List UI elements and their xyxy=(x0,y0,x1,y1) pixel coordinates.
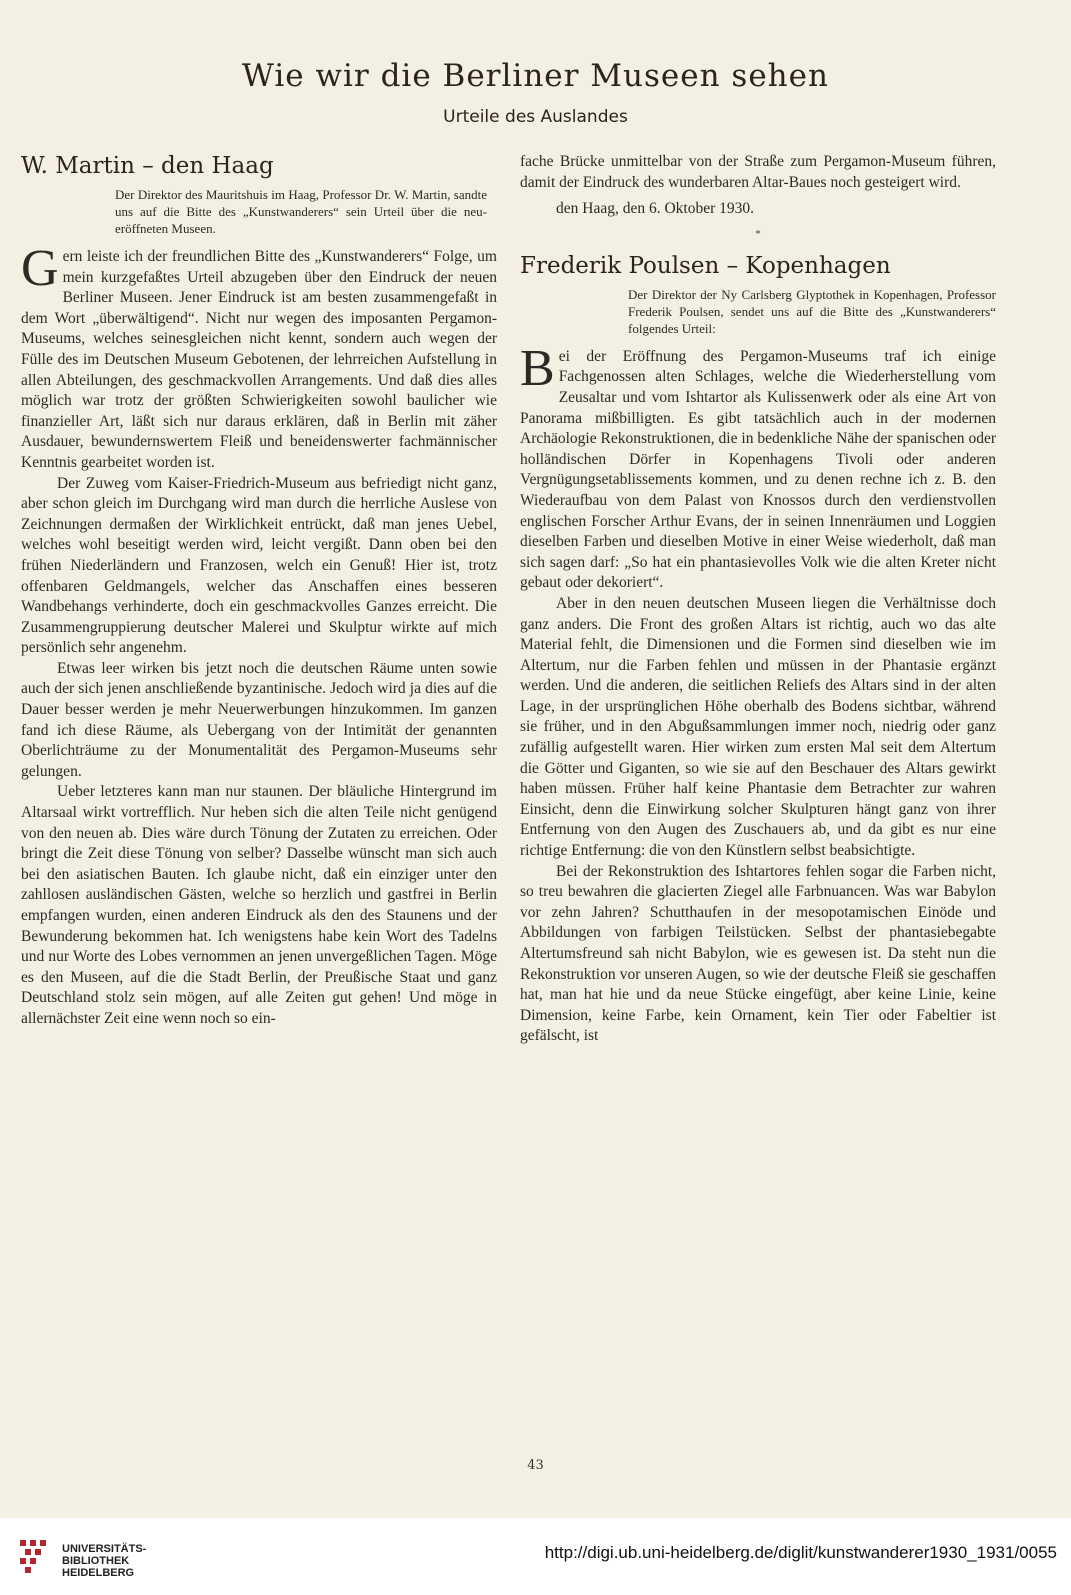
separator-star: * xyxy=(755,227,761,240)
source-url-link[interactable]: http://digi.ub.uni-heidelberg.de/diglit/kunstwanderer1930_1931/0055 xyxy=(544,1543,1057,1562)
continued-paragraph: fache Brücke unmittelbar von der Straße zum Pergamon-Museum führen, damit der Eindruck des wunderbaren Altar-Baues noch gesteigert wird. xyxy=(520,153,996,191)
dateline: den Haag, den 6. Oktober 1930. xyxy=(556,200,755,218)
university-library-logo-icon xyxy=(18,1538,58,1578)
left-column xyxy=(21,152,497,1030)
digitization-footer xyxy=(0,1518,1071,1595)
paragraph: Ueber letzteres kann man nur staunen. Der bläuliche Hintergrund im Altarsaal wirkt vortrefflich. Nur heben sich die alten Teile nicht genügend von den neuen ab. Dies wäre durch Tönung der Zutaten zu erreichen. Oder bringt die Zeit diese Tönung von selber? Dasselbe wünscht man sich auch bei den asiatischen Bauten. Ich glaube nicht, daß ein einziger unter den zahllosen ausländischen Gästen, welche so herzlich und gastfrei in Berlin empfangen wurden, einen anderen Eindruck als den des Staunens und der Bewunderung bekommen hat. Ich wenigstens habe kein Wort des Tadelns und nur Worte des Lobes vernommen an jenen unvergeßlichen Tagen. Möge es den Museen, auf die die Stadt Berlin, der Preußische Staat und ganz Deutschland stolz sein mögen, auf alle Zeiten gut gehen! Und möge in allernächster Zeit eine wenn noch so ein- xyxy=(21,783,497,1027)
section-intro-poulsen: Der Direktor der Ny Carlsberg Glyptothek in Kopenhagen, Professor Frederik Poulsen, sendet uns auf die Bitte des „Kunstwanderers“ folgendes Urteil: xyxy=(628,286,996,336)
section-heading-martin: W. Martin – den Haag xyxy=(21,153,274,179)
page-number: 43 xyxy=(527,1458,544,1473)
drop-cap: B xyxy=(520,339,555,397)
page-title: Wie wir die Berliner Museen sehen xyxy=(242,58,829,94)
drop-cap: G xyxy=(21,240,59,297)
section-intro-martin: Der Direktor des Mauritshuis im Haag, Professor Dr. W. Martin, sandte uns auf die Bitte des „Kunstwanderers“ sein Urteil über die neu-eröffneten Museen. xyxy=(115,187,487,236)
page-subtitle: Urteile des Auslandes xyxy=(443,107,628,127)
section-heading-poulsen: Frederik Poulsen – Kopenhagen xyxy=(520,252,891,279)
paragraph: Aber in den neuen deutschen Museen liegen die Verhältnisse doch ganz anders. Die Front des großen Altars ist richtig, auch wo das alte Material fehlt, die Dimensionen und die Formen sind dieselben wie im Altertum, nur die Farben fehlen und müssen in der Phantasie ergänzt werden. Und die anderen, die seitlichen Reliefs des Altars sind in der alten Lage, in der ursprünglichen Höhe oberhalb des Bodens sichtbar, während sie früher, und in den Abgußsammlungen immer noch, niedrig oder ganz zufällig aufgestellt waren. Hier wirken zum ersten Mal seit dem Altertum die Götter und Giganten, so wie sie auf den Beschauer des Altars gewirkt haben müssen. Früher half keine Phantasie dem Betrachter zur wahren Einsicht, denn die Einwirkung solcher Skulpturen hängt ganz von ihrer Entfernung von den Augen des Zuschauers ab, und da gibt es nur eine richtige Entfernung: die von den Künstlern selbst beabsichtigte. xyxy=(520,594,996,860)
institution-name: UNIVERSITÄTS- BIBLIOTHEK HEIDELBERG xyxy=(62,1543,147,1579)
paragraph: Bei der Rekonstruktion des Ishtartores fehlen sogar die Farben nicht, so treu bewahren die glacierten Ziegel alle Farbnuancen. Was war Babylon vor zehn Jahren? Schutthaufen in der mesopotamischen Einöde und Abbildungen von farbigen Teilstücken. Selbst der phantasiebegabte Altertumsfreund sah nicht Babylon, wie es gewesen ist. Da steht nun die Rekonstruktion vor unseren Augen, so wie der deutsche Fleiß sie geschaffen hat, man hat hie und da neue Stücke eingefügt, aber keine Linie, keine Dimension, keine Farbe, kein Ornament, kein Tier oder Fabeltier ist gefälscht, ist xyxy=(520,862,996,1045)
right-column xyxy=(520,152,996,1047)
paragraph: Bei der Eröffnung des Pergamon-Museums traf ich einige Fachgenossen alten Schlages, welche die Wiederherstellung vom Zeusaltar und vom Ishtartor als Kulissenwerk oder als eine Art von Panorama mißbilligten. Es gibt tatsächlich auch in der modernen Archäologie Rekonstruktionen, die in bedenkliche Nähe der spanischen oder holländischen Dörfer in Kopenhagens Tivoli oder anderen Vergnügungsetablissements kommen, und zu denen rechne ich z. B. den Wiederaufbau von dem Palast von Knossos durch den verdienstvollen englischen Forscher Arthur Evans, der in seinen Innenräumen und Loggien dieselben Farben und dieselben Motive in einer Weise wiederholt, daß man sich sagen darf: „So hat ein phantasievolles Volk wie die alten Kreter nicht gebaut oder dekoriert“. xyxy=(520,339,996,592)
paragraph: Etwas leer wirken bis jetzt noch die deutschen Räume unten sowie auch der sich jenen anschließende byzantinische. Jedoch wird ja dies auf die Dauer besser werden je mehr Neuerwerbungen hinzukommen. Im ganzen fand ich diese Räume, als Uebergang von der Intimität der genannten Oberlichträume zu der Monumentalität des Pergamon-Museums sehr gelungen. xyxy=(21,659,497,780)
paragraph: Der Zuweg vom Kaiser-Friedrich-Museum aus befriedigt nicht ganz, aber schon gleich im Durchgang wird man durch die herrliche Auslese von Zeichnungen dermaßen der Wirklichkeit entrückt, daß man jenes Uebel, welches wohl beseitigt werden wird, leicht vergißt. Dann oben bei den frühen Niederländern und Franzosen, welch ein Genuß! Hier ist, trotz offenbaren Geldmangels, welcher das Anschaffen eines besseren Wandbehangs verhinderte, doch ein geschmackvolles Ganzes erreicht. Die Zusammengruppierung deutscher Malerei und Skulptur wirkte auf mich persönlich sehr angenehm. xyxy=(21,474,497,657)
paragraph: Gern leiste ich der freundlichen Bitte des „Kunstwanderers“ Folge, um mein kurzgefaßtes Urteil abzugeben über den Eindruck der neuen Berliner Museen. Jener Eindruck ist am besten zusammengefaßt in dem Wort „überwältigend“. Nicht nur wegen des imposanten Pergamon-Museums, welches seinesgleichen nicht kennt, sondern auch wegen der Fülle des im Deutschen Museum Gebotenen, der lehrreichen Aufstellung in allen Abteilungen, des geschmackvollen Arrangements. Und daß dies alles möglich war trotz der größten Schwierigkeiten sowohl baulicher wie finanzieller Art, läßt sich nur daraus erklären, daß in Berlin mit zäher Ausdauer, bewundernswertem Fleiß und beneidenswerter fachmännischer Kenntnis gearbeitet worden ist. xyxy=(21,240,497,471)
